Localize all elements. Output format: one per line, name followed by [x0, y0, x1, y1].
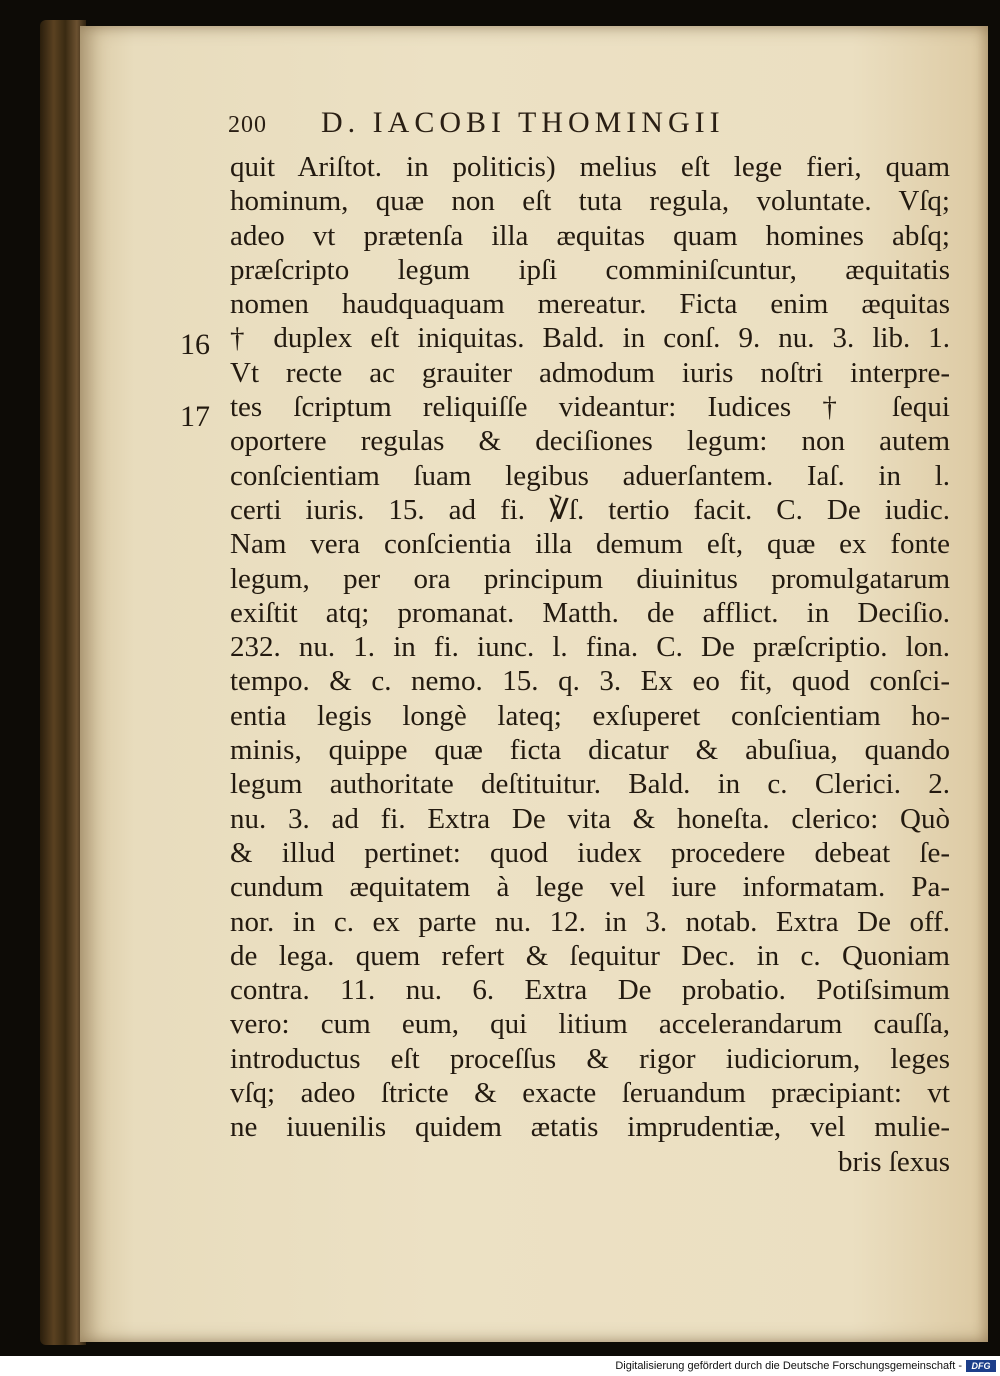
margin-number: 16 [180, 328, 210, 361]
funding-notice: Digitalisierung gefördert durch die Deutsche Forschungsgemeinschaft - [615, 1360, 962, 1372]
text-line: entia legis longè lateq; exſuperet conſcientiam ho- [230, 699, 950, 732]
text-line: legum authoritate deſtituitur. Bald. in c. Clerici. 2. [230, 768, 950, 801]
text-line: contra. 11. nu. 6. Extra De probatio. Potiſsimum [230, 974, 950, 1007]
text-line: Nam vera conſcientia illa demum eſt, quæ ex fonte [230, 528, 950, 561]
text-line: nor. in c. ex parte nu. 12. in 3. notab. Extra De off. [230, 905, 950, 938]
text-line: vſq; adeo ſtricte & exacte ſeruandum præcipiant: vt [230, 1077, 950, 1110]
text-line: † duplex eſt iniquitas. Bald. in conſ. 9. nu. 3. lib. 1. [230, 322, 950, 355]
text-line: legum, per ora principum diuinitus promulgatarum [230, 562, 950, 595]
catchword-line: bris ſexus [838, 1145, 950, 1178]
text-line: & illud pertinet: quod iudex procedere debeat ſe- [230, 836, 950, 869]
body-text [230, 150, 950, 1179]
text-line: tes ſcriptum reliquiſſe videantur: Iudices † ſequi [230, 391, 950, 424]
text-line: nomen haudquaquam mereatur. Ficta enim æquitas [230, 288, 950, 321]
text-line: conſcientiam ſuam legibus aduerſantem. Iaſ. in l. [230, 459, 950, 492]
text-line: adeo vt prætenſa illa æquitas quam homines abſq; [230, 219, 950, 252]
text-line: vero: cum eum, qui litium accelerandarum cauſſa, [230, 1008, 950, 1041]
page-number: 200 [228, 112, 267, 138]
text-line: exiſtit atq; promanat. Matth. de afflict. in Deciſio. [230, 596, 950, 629]
text-line: præſcripto legum ipſi comminiſcuntur, æquitatis [230, 253, 950, 286]
text-line: ne iuuenilis quidem ætatis imprudentiæ, vel mulie- [230, 1111, 950, 1144]
text-line: nu. 3. ad fi. Extra De vita & honeſta. clerico: Quò [230, 802, 950, 835]
dfg-logo-icon[interactable]: DFG [966, 1360, 996, 1372]
text-line: 232. nu. 1. in fi. iunc. l. fina. C. De præſcriptio. lon. [230, 631, 950, 664]
text-line: introductus eſt proceſſus & rigor iudiciorum, leges [230, 1042, 950, 1075]
footer-bar [0, 1356, 1000, 1376]
text-line: oportere regulas & deciſiones legum: non autem [230, 425, 950, 458]
margin-number: 17 [180, 400, 210, 433]
text-line: certi iuris. 15. ad fi. ℣ſ. tertio facit. C. De iudic. [230, 493, 950, 526]
text-line: hominum, quæ non eſt tuta regula, voluntate. Vſq; [230, 185, 950, 218]
text-line: minis, quippe quæ ficta dicatur & abuſiua, quando [230, 734, 950, 767]
running-head [228, 106, 828, 140]
text-line: cundum æquitatem à lege vel iure informatam. Pa- [230, 871, 950, 904]
text-line: quit Ariſtot. in politicis) melius eſt lege fieri, quam [230, 151, 950, 183]
text-line: Vt recte ac grauiter admodum iuris noſtri interpre- [230, 356, 950, 389]
text-line: tempo. & c. nemo. 15. q. 3. Ex eo fit, quod conſci- [230, 665, 950, 698]
text-line: de lega. quem refert & ſequitur Dec. in c. Quoniam [230, 939, 950, 972]
running-title: D. IACOBI THOMINGII [321, 106, 725, 139]
